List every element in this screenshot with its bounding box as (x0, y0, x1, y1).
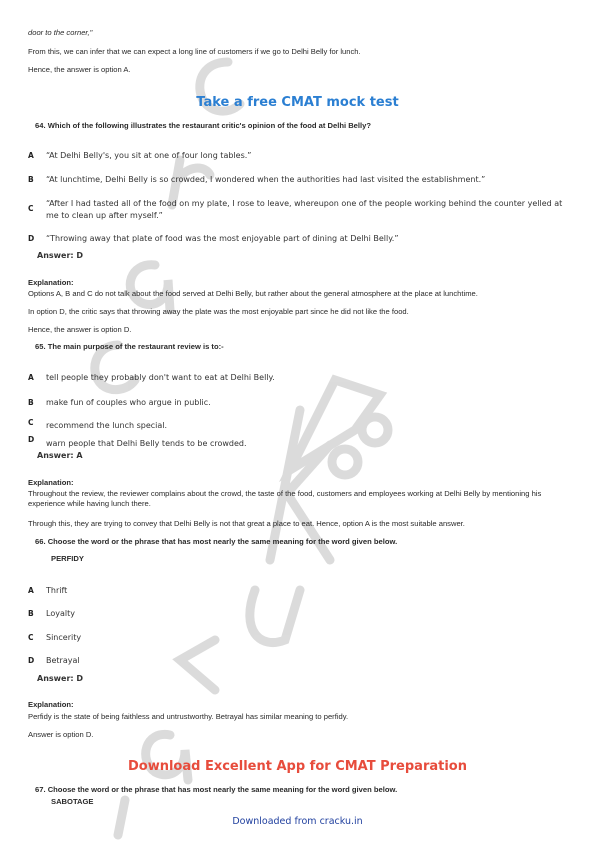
q64-option-c-letter: C (28, 204, 34, 213)
q67-number: 67. (35, 785, 46, 794)
watermark-letter-c2 (95, 345, 135, 390)
q64-option-b-letter: B (28, 175, 34, 184)
q66-text: Choose the word or the phrase that has most nearly the same meaning for the word given below. (47, 537, 398, 546)
q66-option-d-letter: D (28, 656, 35, 665)
watermark-ring1 (362, 417, 388, 443)
q67-word: SABOTAGE (51, 797, 94, 806)
q64-option-a-letter: A (28, 151, 34, 160)
q64-explanation-1: Options A, B and C do not talk about the food served at Delhi Belly, but rather about the general atmosphere at the place at lunchtime. (28, 289, 478, 298)
q66-option-d[interactable]: Betrayal (46, 656, 80, 665)
q66-option-a[interactable]: Thrift (46, 586, 68, 595)
watermark-letter-u (250, 590, 300, 643)
q65-option-c[interactable]: recommend the lunch special. (46, 421, 168, 430)
q66-word: PERFIDY (51, 554, 84, 563)
q65-explanation-heading: Explanation: (28, 478, 74, 487)
footer-link[interactable]: Downloaded from cracku.in (232, 816, 363, 827)
quote-tail: door to the corner," (28, 28, 93, 37)
q67-text: Choose the word or the phrase that has most nearly the same meaning for the word given below. (47, 785, 398, 794)
q65-option-a-letter: A (28, 373, 34, 382)
q65-question (35, 342, 224, 351)
q66-explanation-heading: Explanation: (28, 700, 74, 709)
q66-option-a-letter: A (28, 586, 34, 595)
q66-answer: Answer: D (37, 674, 84, 683)
download-app-link[interactable]: Download Excellent App for CMAT Preparation (127, 759, 467, 774)
q64-explanation-2: In option D, the critic says that throwing away the plate was the most enjoyable part since he did not like the food. (28, 307, 409, 316)
watermark-letter-a1 (130, 265, 170, 310)
q65-option-c-letter: C (28, 418, 34, 427)
q64-number: 64. (35, 121, 46, 130)
q65-number: 65. (35, 342, 46, 351)
mock-test-link[interactable]: Take a free CMAT mock test (196, 95, 399, 110)
q64-option-b[interactable]: “At lunchtime, Delhi Belly is so crowded, I wondered when the authorities had last visited the establishment.” (46, 175, 486, 184)
q66-option-b[interactable]: Loyalty (46, 609, 75, 618)
q66-question (35, 537, 397, 546)
q65-text: The main purpose of the restaurant review is to:- (47, 342, 224, 351)
q65-option-d[interactable]: warn people that Delhi Belly tends to be crowded. (46, 439, 247, 448)
q66-option-c[interactable]: Sincerity (46, 633, 82, 642)
q65-option-a[interactable]: tell people they probably don't want to eat at Delhi Belly. (46, 373, 275, 382)
q66-explanation-2: Answer is option D. (28, 730, 94, 739)
q64-answer: Answer: D (37, 251, 84, 260)
q64-option-d[interactable]: “Throwing away that plate of food was the most enjoyable part of dining at Delhi Belly.” (46, 234, 399, 243)
q66-number: 66. (35, 537, 46, 546)
q64-option-c[interactable]: “After I had tasted all of the food on my plate, I rose to leave, whereupon one of the people working behind the counter yelled at me to clean up after myself.” (46, 199, 563, 220)
q65-option-b-letter: B (28, 398, 34, 407)
q65-answer: Answer: A (37, 451, 83, 460)
q65-explanation-1: Throughout the review, the reviewer complains about the crowd, the taste of the food, customers and employees working at Delhi Belly by mentioning his experience while having lunch there. (28, 489, 542, 508)
q66-option-c-letter: C (28, 633, 34, 642)
q64-option-d-letter: D (28, 234, 35, 243)
watermark-ring2 (332, 449, 358, 475)
q67-question (35, 785, 397, 794)
q65-option-b[interactable]: make fun of couples who argue in public. (46, 398, 211, 407)
q64-explanation-3: Hence, the answer is option D. (28, 325, 132, 334)
answer-line: Hence, the answer is option A. (28, 65, 131, 74)
watermark-chevron (180, 640, 215, 690)
q66-option-b-letter: B (28, 609, 34, 618)
q64-explanation-heading: Explanation: (28, 278, 74, 287)
inference-text: From this, we can infer that we can expect a long line of customers if we go to Delhi Belly for lunch. (28, 47, 361, 56)
q65-option-d-letter: D (28, 435, 35, 444)
q65-explanation-2: Through this, they are trying to convey that Delhi Belly is not that great a place to eat. Hence, option A is the most suitable answer. (28, 519, 465, 528)
watermark-cap (290, 380, 380, 470)
q64-text: Which of the following illustrates the restaurant critic's opinion of the food at Delhi Belly? (47, 121, 371, 130)
q66-explanation-1: Perfidy is the state of being faithless and untrustworthy. Betrayal has similar meaning to perfidy. (28, 712, 349, 721)
q64-option-a[interactable]: “At Delhi Belly's, you sit at one of four long tables.” (46, 151, 252, 160)
q64-question (35, 121, 371, 130)
